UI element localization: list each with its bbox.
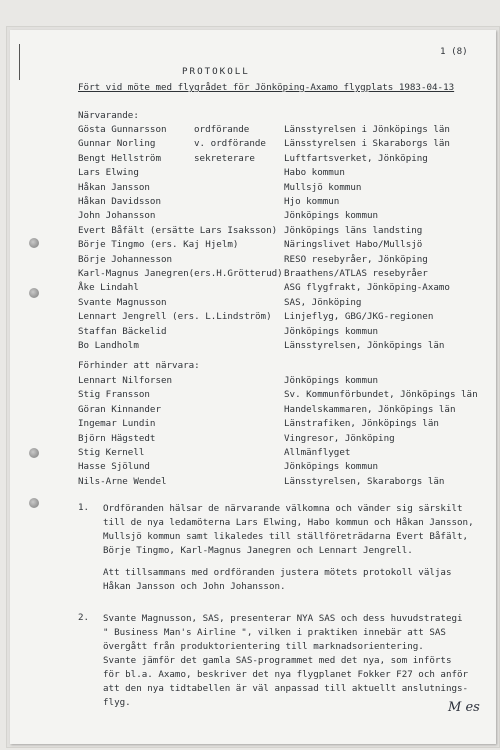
paragraph-line: övergått från produktorientering till marknadsorientering. <box>103 641 424 652</box>
attendee-name: Karl-Magnus Janegren(ers.H.Grötterud) <box>78 268 283 279</box>
attendee-org: Jönköpings läns landsting <box>284 224 423 236</box>
absent-name: Göran Kinnander <box>78 403 161 415</box>
attendee-name: Håkan Jansson <box>78 181 150 193</box>
absent-org: Vingresor, Jönköping <box>284 432 395 444</box>
attendee-role: sekreterare <box>194 152 255 164</box>
attendee-org: Braathens/ATLAS resebyråer <box>284 268 428 279</box>
attendee-org: Linjeflyg, GBG/JKG-regionen <box>284 311 434 323</box>
margin-mark <box>19 44 20 80</box>
attendee-name: Staffan Bäckelid <box>78 325 167 337</box>
attendee-org: Habo kommun <box>284 167 345 179</box>
absent-name: Nils-Arne Wendel <box>78 475 167 487</box>
absent-name: Stig Kernell <box>78 447 145 458</box>
punch-hole <box>29 238 39 248</box>
attendee-org: SAS, Jönköping <box>284 296 362 308</box>
attendee-name: Börje Johannesson <box>78 253 173 265</box>
paragraph-line: Håkan Jansson och John Johansson. <box>103 581 286 592</box>
attendee-name: Håkan Davidsson <box>78 196 161 207</box>
attendee-role: ordförande <box>194 124 250 135</box>
attendee-org: Länsstyrelsen i Jönköpings län <box>284 124 450 135</box>
absent-name: Ingemar Lundin <box>78 418 156 430</box>
attendee-org: ASG flygfrakt, Jönköping-Axamo <box>284 282 450 294</box>
absent-org: Handelskammaren, Jönköpings län <box>284 403 456 415</box>
paragraph-line: Ordföranden hälsar de närvarande välkomna och vänder sig särskilt <box>103 503 463 514</box>
item-paragraph <box>103 502 474 594</box>
attendee-org: Länsstyrelsen, Jönköpings län <box>284 340 445 351</box>
page-number: 1 (8) <box>440 46 468 57</box>
punch-hole <box>29 498 39 508</box>
absent-name: Hasse Sjölund <box>78 461 150 473</box>
attendee-name: Lennart Jengrell (ers. L.Lindström) <box>78 311 272 323</box>
attendee-name: Gunnar Norling <box>78 138 156 150</box>
attendee-role: v. ordförande <box>194 138 266 150</box>
attendee-name: Lars Elwing <box>78 167 139 179</box>
attendee-org: Näringslivet Habo/Mullsjö <box>284 239 423 251</box>
attendee-name: Gösta Gunnarsson <box>78 124 167 135</box>
paragraph-line: Att tillsammans med ordföranden justera mötets protokoll väljas <box>103 567 452 578</box>
attendee-name: Börje Tingmo (ers. Kaj Hjelm) <box>78 239 239 251</box>
absent-heading: Förhinder att närvara: <box>78 360 200 371</box>
absent-name: Lennart Nilforsen <box>78 375 173 386</box>
attendee-name: Bo Landholm <box>78 340 139 351</box>
attendee-name: Svante Magnusson <box>78 296 167 308</box>
attendee-org: Jönköpings kommun <box>284 210 379 222</box>
paragraph-line: att den nya tidtabellen är väl anpassad till aktuellt anslutnings- <box>103 683 469 694</box>
attendee-name: Evert Båfält (ersätte Lars Isaksson) <box>78 224 278 236</box>
paragraph-line: Mullsjö kommun samt likaledes till ställföreträdarna Evert Båfält, <box>103 531 469 542</box>
attendee-name: Åke Lindahl <box>78 282 139 294</box>
paragraph-line: Svante jämför det gamla SAS-programmet med det nya, som införts <box>103 655 452 666</box>
item-number: 2. <box>78 612 90 623</box>
absent-org: Allmänflyget <box>284 447 351 458</box>
paragraph-line: " Business Man's Airline ", vilken i praktiken innebär att SAS <box>103 627 446 638</box>
attendee-org: Jönköpings kommun <box>284 325 379 337</box>
absent-org: Sv. Kommunförbundet, Jönköpings län <box>284 389 478 401</box>
absent-name: Stig Fransson <box>78 389 150 401</box>
paragraph-line: flyg. <box>103 697 131 708</box>
document-title: PROTOKOLL <box>182 66 250 77</box>
paragraph-line: för bl.a. Axamo, beskriver det nya flygplanet Fokker F27 och anför <box>103 669 469 680</box>
handwritten-signature: M es <box>448 700 480 715</box>
attendee-org: Hjo kommun <box>284 196 340 207</box>
item-paragraph <box>103 612 468 710</box>
attendee-org: Länsstyrelsen i Skaraborgs län <box>284 138 450 150</box>
absent-org: Länstrafiken, Jönköpings län <box>284 418 439 430</box>
absent-org: Länsstyrelsen, Skaraborgs län <box>284 475 445 487</box>
item-number: 1. <box>78 502 90 513</box>
absent-name: Björn Hägstedt <box>78 432 156 444</box>
document-subtitle: Fört vid möte med flygrådet för Jönköping-Axamo flygplats 1983-04-13 <box>78 82 455 93</box>
absent-org: Jönköpings kommun <box>284 375 379 386</box>
attendee-org: Mullsjö kommun <box>284 181 362 193</box>
present-heading: Närvarande: <box>78 110 139 121</box>
attendee-org: Luftfartsverket, Jönköping <box>284 152 428 164</box>
punch-hole <box>29 288 39 298</box>
attendee-name: John Johansson <box>78 210 156 222</box>
paragraph-line: Svante Magnusson, SAS, presenterar NYA SAS och dess huvudstrategi <box>103 613 463 624</box>
attendee-org: RESO resebyråer, Jönköping <box>284 253 428 265</box>
paragraph-line: Börje Tingmo, Karl-Magnus Janegren och Lennart Jengrell. <box>103 545 413 556</box>
absent-org: Jönköpings kommun <box>284 461 379 473</box>
paragraph-line: till de nya ledamöterna Lars Elwing, Habo kommun och Håkan Jansson, <box>103 517 474 528</box>
attendee-name: Bengt Hellström <box>78 152 161 164</box>
punch-hole <box>29 448 39 458</box>
